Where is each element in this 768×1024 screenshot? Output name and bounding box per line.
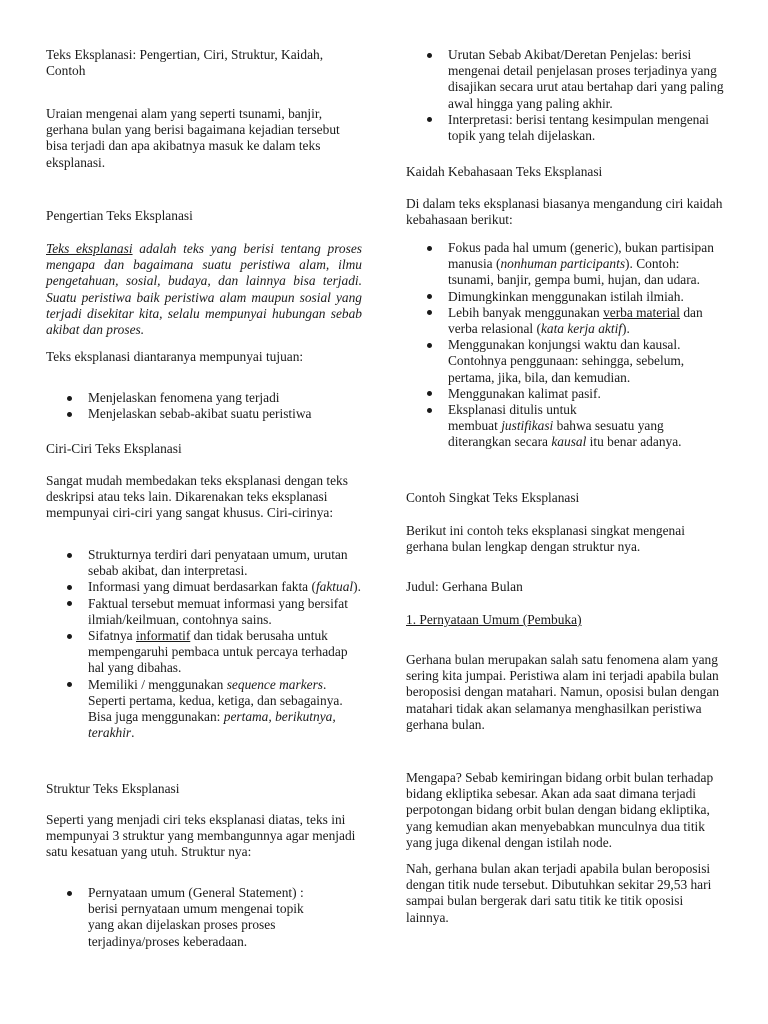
list-item: Faktual tersebut memuat informasi yang bersifat ilmiah/keilmuan, contohnya sains. xyxy=(46,596,362,628)
heading-ciri: Ciri-Ciri Teks Eksplanasi xyxy=(46,441,182,456)
definition-term: Teks eksplanasi xyxy=(46,241,133,256)
tujuan-list xyxy=(46,390,362,422)
list-item: Eksplanasi ditulis untuk membuat justifikasi bahwa sesuatu yang diterangkan secara kausal itu benar adanya. xyxy=(406,402,726,451)
list-item: Informasi yang dimuat berdasarkan fakta (faktual). xyxy=(46,579,362,595)
heading-contoh: Contoh Singkat Teks Eksplanasi xyxy=(406,490,580,505)
definition-text: adalah teks yang berisi tentang proses mengapa dan bagaimana suatu peristiwa alam, ilmu pengetahuan, sosial, budaya, dan lainnya bisa terjadi. Suatu peristiwa baik peristiwa alam maupun sosial yang terjadi disekitar kita, selalu mempunyai hubungan sebab akibat dan proses. xyxy=(46,241,362,338)
tujuan-intro: Teks eksplanasi diantaranya mempunyai tujuan: xyxy=(46,349,304,364)
list-item: Sifatnya informatif dan tidak berusaha untuk mempengaruhi pembaca untuk percaya terhadap hal yang dibahas. xyxy=(46,628,362,677)
intro-paragraph: Uraian mengenai alam yang seperti tsunami, banjir, gerhana bulan yang berisi bagaimana kejadian tersebut bisa terjadi dan apa akibatnya masuk ke dalam teks eksplanasi. xyxy=(46,106,340,170)
heading-pengertian: Pengertian Teks Eksplanasi xyxy=(46,208,193,223)
list-item: Lebih banyak menggunakan verba material dan verba relasional (kata kerja aktif). xyxy=(406,305,726,337)
struktur-intro: Seperti yang menjadi ciri teks eksplanasi diatas, teks ini mempunyai 3 struktur yang membangunnya agar menjadi satu kesatuan yang utuh. Struktur nya: xyxy=(46,812,356,860)
list-item: Dimungkinkan menggunakan istilah ilmiah. xyxy=(406,289,726,305)
list-item: Memiliki / menggunakan sequence markers. Seperti pertama, kedua, ketiga, dan sebagainya. Bisa juga menggunakan: pertama, berikutnya, terakhir. xyxy=(46,677,362,742)
list-item: Menggunakan konjungsi waktu dan kausal. Contohnya penggunaan: sehingga, sebelum, pertama, jika, bila, dan kemudian. xyxy=(406,337,726,386)
list-item: Fokus pada hal umum (generic), bukan partisipan manusia (nonhuman participants). Contoh: tsunami, banjir, gempa bumi, hujan, dan udara. xyxy=(406,240,726,289)
heading-struktur: Struktur Teks Eksplanasi xyxy=(46,781,180,796)
heading-pernyataan-umum: 1. Pernyataan Umum (Pembuka) xyxy=(406,612,582,627)
list-item: Pernyataan umum (General Statement) : berisi pernyataan umum mengenai topik yang akan dijelaskan proses proses terjadinya/proses keberadaan. xyxy=(46,885,362,950)
ciri-intro: Sangat mudah membedakan teks eksplanasi dengan teks deskripsi atau teks lain. Dikarenakan teks eksplanasi mempunyai ciri-ciri yang sangat khusus. Ciri-cirinya: xyxy=(46,473,348,521)
document-title: Teks Eksplanasi: Pengertian, Ciri, Struktur, Kaidah, Contoh xyxy=(46,47,324,79)
example-paragraph-2: Mengapa? Sebab kemiringan bidang orbit bulan terhadap bidang ekliptika sebesar. Akan ada saat dimana terjadi perpotongan bidang orbit bulan dengan bidang ekliptika, yang kemudian akan menyebabkan munculnya dua titik yang juga dikenal dengan istilah node. xyxy=(406,770,714,850)
ciri-list xyxy=(46,547,362,741)
struktur-list-left xyxy=(46,885,362,950)
kaidah-intro: Di dalam teks eksplanasi biasanya mengandung ciri kaidah kebahasaan berikut: xyxy=(406,196,723,228)
example-paragraph-1: Gerhana bulan merupakan salah satu fenomena alam yang sering kita jumpai. Peristiwa alam ini terjadi apabila bulan beroposisi dengan matahari. Namun, oposisi bulan dengan matahari tidak akan selamanya menghasilkan peristiwa gerhana bulan. xyxy=(406,652,720,732)
list-item: Strukturnya terdiri dari penyataan umum, urutan sebab akibat, dan interpretasi. xyxy=(46,547,362,579)
list-item: Urutan Sebab Akibat/Deretan Penjelas: berisi mengenai detail penjelasan proses terjadinya yang disajikan secara urut atau bertahap dari yang paling awal hingga yang paling akhir. xyxy=(406,47,726,112)
list-item: Menjelaskan fenomena yang terjadi xyxy=(46,390,362,406)
contoh-intro: Berikut ini contoh teks eksplanasi singkat mengenai gerhana bulan lengkap dengan struktur nya. xyxy=(406,523,685,555)
list-item: Menggunakan kalimat pasif. xyxy=(406,386,726,402)
definition-paragraph xyxy=(46,241,362,338)
struktur-list-right xyxy=(406,47,726,144)
heading-kaidah: Kaidah Kebahasaan Teks Eksplanasi xyxy=(406,164,603,179)
list-item: Menjelaskan sebab-akibat suatu peristiwa xyxy=(46,406,362,422)
example-title: Judul: Gerhana Bulan xyxy=(406,579,523,594)
example-paragraph-3: Nah, gerhana bulan akan terjadi apabila bulan beroposisi dengan titik nude tersebut. Dibutuhkan sekitar 29,53 hari sampai bulan bergerak dari satu titik ke titik oposisi lainnya. xyxy=(406,861,712,925)
kaidah-list xyxy=(406,240,726,451)
list-item: Interpretasi: berisi tentang kesimpulan mengenai topik yang telah dijelaskan. xyxy=(406,112,726,144)
